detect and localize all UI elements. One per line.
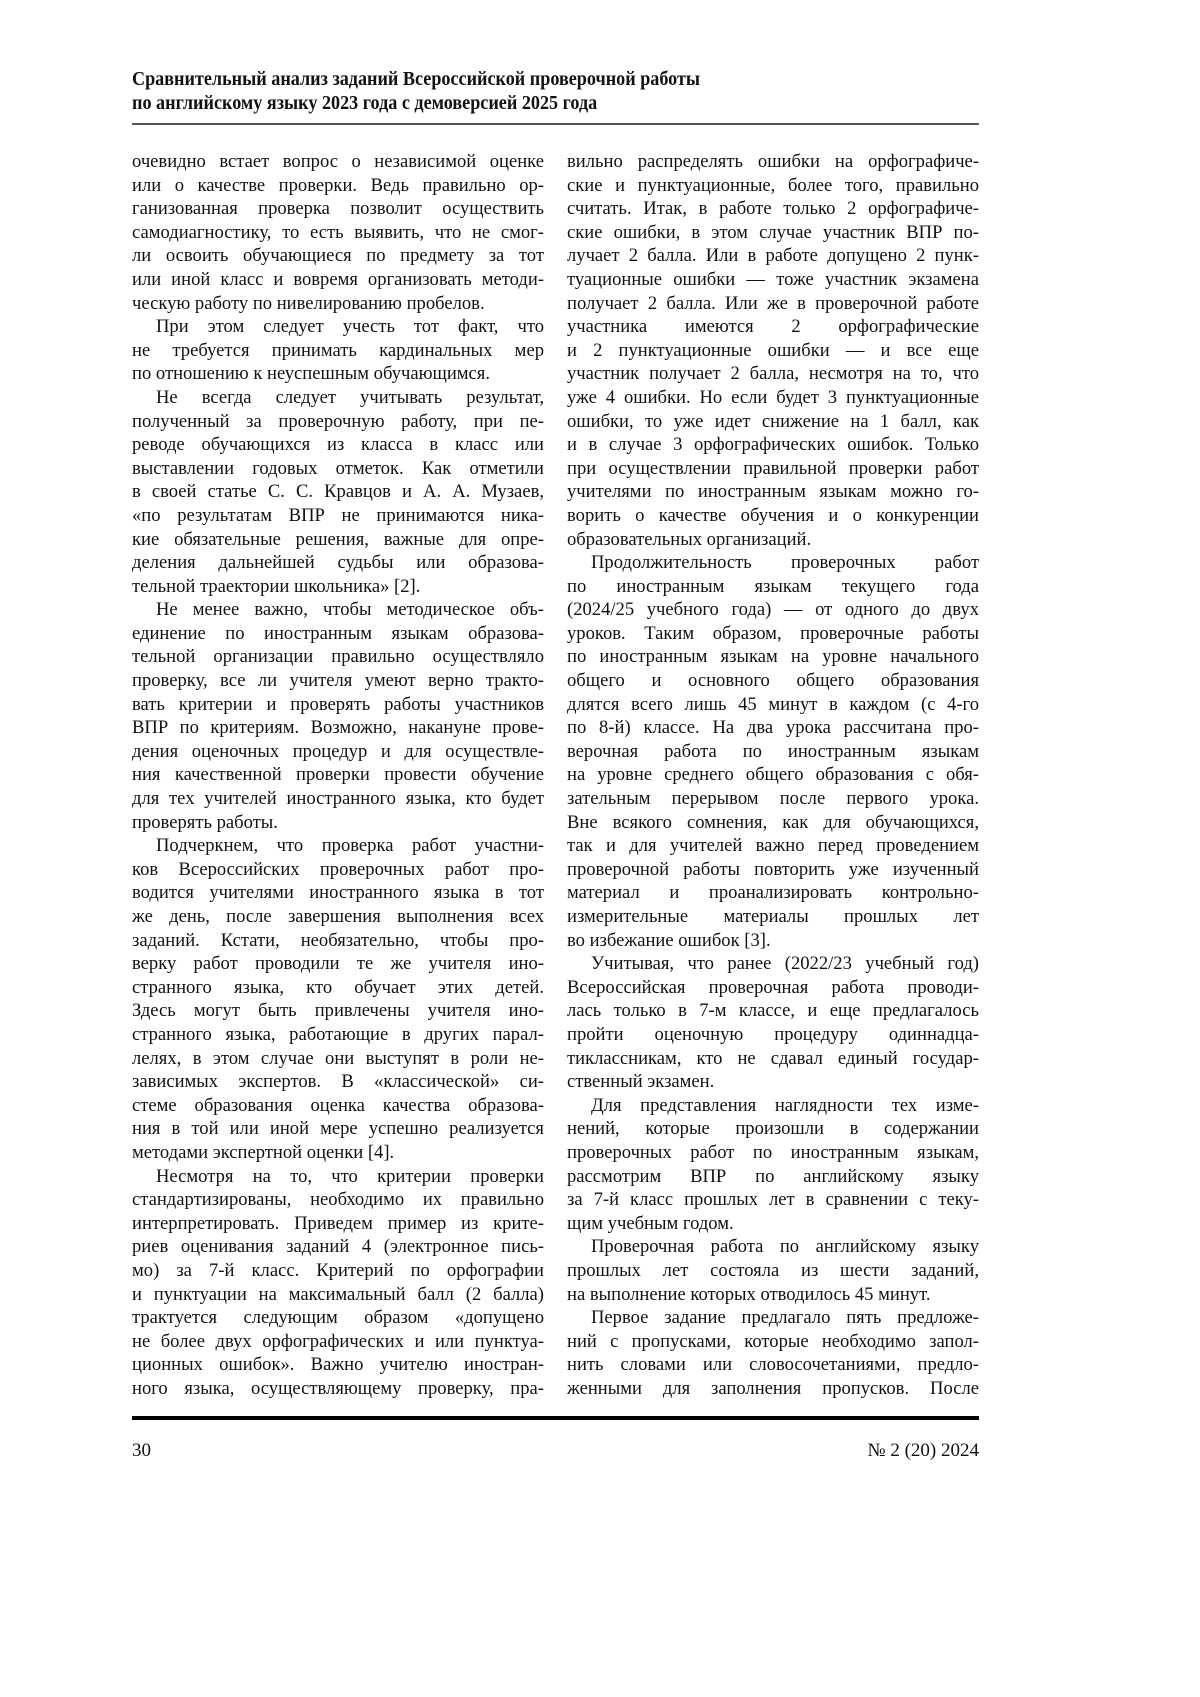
text-line: полученный за проверочную работу, при пе- xyxy=(132,410,544,434)
title-line: Сравнительный анализ заданий Всероссийской проверочной работы xyxy=(132,68,923,92)
text-line: получает 2 балла. Или же в проверочной работе xyxy=(567,292,979,316)
text-line: за 7-й класс прошлых лет в сравнении с теку- xyxy=(567,1188,979,1212)
text-line: Для представления наглядности тех изме- xyxy=(567,1094,979,1118)
text-line: ний с пропусками, которые необходимо запол- xyxy=(567,1330,979,1354)
text-line: стандартизированы, необходимо их правильно xyxy=(132,1188,544,1212)
text-line: на уровне среднего общего образования с обя- xyxy=(567,763,979,787)
text-line: уроков. Таким образом, проверочные работы xyxy=(567,622,979,646)
paragraph xyxy=(567,1306,979,1400)
text-line: лелях, в этом случае они выступят в роли не- xyxy=(132,1047,544,1071)
paragraph xyxy=(567,1094,979,1236)
text-line: стеме образования оценка качества образова- xyxy=(132,1094,544,1118)
text-line: кие обязательные решения, важные для опре- xyxy=(132,528,544,552)
text-line: Продолжительность проверочных работ xyxy=(567,551,979,575)
text-line: пройти оценочную процедуру одиннадца- xyxy=(567,1023,979,1047)
paragraph xyxy=(567,1235,979,1306)
text-line: «по результатам ВПР не принимаются ника- xyxy=(132,504,544,528)
text-line: рассмотрим ВПР по английскому языку xyxy=(567,1165,979,1189)
text-line: участника имеются 2 орфографические xyxy=(567,315,979,339)
text-line: верку работ проводили те же учителя ино- xyxy=(132,952,544,976)
header-divider xyxy=(132,123,979,125)
paragraph xyxy=(132,834,544,1164)
text-line: ного языка, осуществляющему проверку, пра- xyxy=(132,1377,544,1401)
text-line: реводе обучающихся из класса в класс или xyxy=(132,433,544,457)
text-line: Учитывая, что ранее (2022/23 учебный год) xyxy=(567,952,979,976)
text-line: проверочных работ по иностранным языкам, xyxy=(567,1141,979,1165)
text-line: Здесь могут быть привлечены учителя ино- xyxy=(132,999,544,1023)
text-line: проверять работы. xyxy=(132,811,544,835)
paragraph xyxy=(567,150,979,551)
text-line: в своей статье С. С. Кравцов и А. А. Музаев, xyxy=(132,480,544,504)
text-line: тельной организации правильно осуществляло xyxy=(132,645,544,669)
text-line: самодиагностику, то есть выявить, что не смог- xyxy=(132,221,544,245)
text-line: Всероссийская проверочная работа проводи- xyxy=(567,976,979,1000)
text-line: же день, после завершения выполнения всех xyxy=(132,905,544,929)
text-line: мо) за 7-й класс. Критерий по орфографии xyxy=(132,1259,544,1283)
text-line: щим учебным годом. xyxy=(567,1212,979,1236)
text-line: ские ошибки, в этом случае участник ВПР по- xyxy=(567,221,979,245)
text-line: ВПР по критериям. Возможно, накануне прове- xyxy=(132,716,544,740)
article-running-title xyxy=(132,68,923,116)
paragraph xyxy=(567,952,979,1094)
text-line: измерительные материалы прошлых лет xyxy=(567,905,979,929)
text-line: заданий. Кстати, необязательно, чтобы про- xyxy=(132,929,544,953)
text-line: При этом следует учесть тот факт, что xyxy=(132,315,544,339)
text-line: ворить о качестве обучения и о конкуренции xyxy=(567,504,979,528)
text-line: проверку, все ли учителя умеют верно тракто- xyxy=(132,669,544,693)
text-line: дения оценочных процедур и для осуществле- xyxy=(132,740,544,764)
text-line: по отношению к неуспешным обучающимся. xyxy=(132,362,544,386)
text-line: женными для заполнения пропусков. После xyxy=(567,1377,979,1401)
text-line: странного языка, кто обучает этих детей. xyxy=(132,976,544,1000)
text-line: трактуется следующим образом «допущено xyxy=(132,1306,544,1330)
footer-divider xyxy=(132,1416,979,1420)
text-line: по иностранным языкам текущего года xyxy=(567,575,979,599)
text-line: материал и проанализировать контрольно- xyxy=(567,881,979,905)
text-line: единение по иностранным языкам образова- xyxy=(132,622,544,646)
text-line: Подчеркнем, что проверка работ участни- xyxy=(132,834,544,858)
text-line: ков Всероссийских проверочных работ про- xyxy=(132,858,544,882)
right-column xyxy=(567,150,979,1400)
text-line: на выполнение которых отводилось 45 минут. xyxy=(567,1283,979,1307)
text-line: Проверочная работа по английскому языку xyxy=(567,1235,979,1259)
text-line: водится учителями иностранного языка в тот xyxy=(132,881,544,905)
text-line: лась только в 7-м классе, и еще предлагалось xyxy=(567,999,979,1023)
title-line: по английскому языку 2023 года с демоверсией 2025 года xyxy=(132,92,923,116)
text-line: ские и пунктуационные, более того, правильно xyxy=(567,174,979,198)
text-line: очевидно встает вопрос о независимой оценке xyxy=(132,150,544,174)
text-line: методами экспертной оценки [4]. xyxy=(132,1141,544,1165)
text-line: ния качественной проверки провести обучение xyxy=(132,763,544,787)
text-line: для тех учителей иностранного языка, кто будет xyxy=(132,787,544,811)
page-number: 30 xyxy=(132,1440,151,1462)
paragraph xyxy=(132,150,544,315)
text-line: по иностранным языкам на уровне начального xyxy=(567,645,979,669)
paragraph xyxy=(132,598,544,834)
text-line: так и для учителей важно перед проведением xyxy=(567,834,979,858)
text-line: общего и основного общего образования xyxy=(567,669,979,693)
text-line: верочная работа по иностранным языкам xyxy=(567,740,979,764)
text-line: ческую работу по нивелированию пробелов. xyxy=(132,292,544,316)
text-line: зависимых экспертов. В «классической» си- xyxy=(132,1070,544,1094)
text-line: зательным перерывом после первого урока. xyxy=(567,787,979,811)
text-line: не требуется принимать кардинальных мер xyxy=(132,339,544,363)
text-line: не более двух орфографических и или пунктуа- xyxy=(132,1330,544,1354)
text-line: тиклассникам, кто не сдавал единый государ- xyxy=(567,1047,979,1071)
text-line: по 8-й) классе. На два урока рассчитана про- xyxy=(567,716,979,740)
text-line: или о качестве проверки. Ведь правильно ор- xyxy=(132,174,544,198)
text-line: туационные ошибки — тоже участник экзамена xyxy=(567,268,979,292)
text-line: прошлых лет состояла из шести заданий, xyxy=(567,1259,979,1283)
text-line: Не всегда следует учитывать результат, xyxy=(132,386,544,410)
text-line: образовательных организаций. xyxy=(567,528,979,552)
text-line: ли освоить обучающиеся по предмету за тот xyxy=(132,244,544,268)
text-line: проверочной работы повторить уже изученный xyxy=(567,858,979,882)
text-line: ния в той или иной мере успешно реализуется xyxy=(132,1117,544,1141)
paragraph xyxy=(132,1165,544,1401)
text-line: при осуществлении правильной проверки работ xyxy=(567,457,979,481)
issue-number: № 2 (20) 2024 xyxy=(867,1440,979,1462)
text-line: нений, которые произошли в содержании xyxy=(567,1117,979,1141)
text-line: лучает 2 балла. Или в работе допущено 2 пунк- xyxy=(567,244,979,268)
text-line: вать критерии и проверять работы участников xyxy=(132,693,544,717)
text-line: интерпретировать. Приведем пример из крите- xyxy=(132,1212,544,1236)
paragraph xyxy=(132,315,544,386)
text-line: Несмотря на то, что критерии проверки xyxy=(132,1165,544,1189)
paragraph xyxy=(567,551,979,952)
left-column xyxy=(132,150,544,1400)
paragraph xyxy=(132,386,544,598)
text-line: длятся всего лишь 45 минут в каждом (с 4-го xyxy=(567,693,979,717)
text-line: и пунктуации на максимальный балл (2 балла) xyxy=(132,1283,544,1307)
text-line: считать. Итак, в работе только 2 орфографиче- xyxy=(567,197,979,221)
text-line: ошибки, то уже идет снижение на 1 балл, как xyxy=(567,410,979,434)
text-line: выставлении годовых отметок. Как отметили xyxy=(132,457,544,481)
text-line: ственный экзамен. xyxy=(567,1070,979,1094)
text-line: Не менее важно, чтобы методическое объ- xyxy=(132,598,544,622)
text-line: во избежание ошибок [3]. xyxy=(567,929,979,953)
text-line: и 2 пунктуационные ошибки — и все еще xyxy=(567,339,979,363)
text-line: или иной класс и вовремя организовать методи- xyxy=(132,268,544,292)
text-line: Первое задание предлагало пять предложе- xyxy=(567,1306,979,1330)
text-line: и в случае 3 орфографических ошибок. Только xyxy=(567,433,979,457)
text-line: странного языка, работающие в других парал- xyxy=(132,1023,544,1047)
text-line: деления дальнейшей судьбы или образова- xyxy=(132,551,544,575)
text-line: вильно распределять ошибки на орфографиче- xyxy=(567,150,979,174)
text-line: ганизованная проверка позволит осуществить xyxy=(132,197,544,221)
text-line: участник получает 2 балла, несмотря на то, что xyxy=(567,362,979,386)
text-line: учителями по иностранным языкам можно го- xyxy=(567,480,979,504)
text-line: ционных ошибок». Важно учителю иностран- xyxy=(132,1353,544,1377)
text-line: уже 4 ошибки. Но если будет 3 пунктуационные xyxy=(567,386,979,410)
text-line: риев оценивания заданий 4 (электронное пись- xyxy=(132,1235,544,1259)
text-line: нить словами или словосочетаниями, предло- xyxy=(567,1353,979,1377)
text-line: (2024/25 учебного года) — от одного до двух xyxy=(567,598,979,622)
text-line: Вне всякого сомнения, как для обучающихся, xyxy=(567,811,979,835)
text-line: тельной траектории школьника» [2]. xyxy=(132,575,544,599)
